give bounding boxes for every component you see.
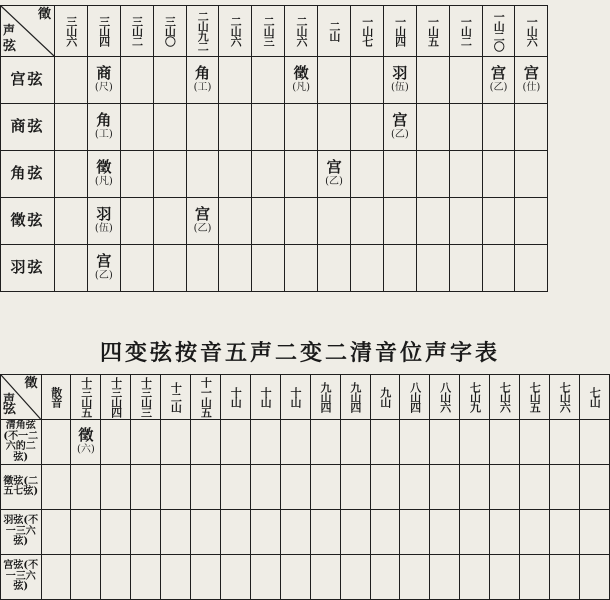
table-cell — [460, 510, 490, 555]
column-header-label: 十山 — [229, 387, 243, 407]
table-cell — [310, 555, 340, 600]
column-header — [250, 375, 280, 420]
table-cell — [252, 245, 285, 292]
column-header — [71, 375, 101, 420]
table-cell — [520, 555, 550, 600]
table-cell — [416, 57, 449, 104]
table-cell — [351, 57, 384, 104]
table-cell — [383, 151, 416, 198]
table-cell — [383, 198, 416, 245]
table-cell — [186, 57, 219, 104]
table-cell — [515, 151, 548, 198]
column-header — [383, 6, 416, 57]
table-cell — [310, 510, 340, 555]
table-cell — [340, 555, 370, 600]
table-cell — [280, 510, 310, 555]
table-cell — [515, 104, 548, 151]
table-cell — [186, 245, 219, 292]
note-name: 徵 — [293, 64, 309, 83]
corner-label-top: 徵 — [37, 7, 51, 22]
column-header — [131, 375, 161, 420]
table-cell — [449, 151, 482, 198]
pitch-syllable: (六) — [77, 444, 95, 456]
bottom-fingering-table — [0, 374, 610, 600]
table-cell — [221, 555, 251, 600]
note-name: 羽 — [96, 205, 112, 224]
table-cell — [430, 465, 460, 510]
table-cell — [515, 57, 548, 104]
table-cell — [219, 151, 252, 198]
table-cell — [383, 57, 416, 104]
column-header — [55, 6, 88, 57]
table-cell — [318, 57, 351, 104]
table-cell — [460, 465, 490, 510]
table-cell — [153, 151, 186, 198]
table-cell — [101, 510, 131, 555]
note-name: 宫 — [96, 252, 112, 271]
table-row — [1, 555, 610, 600]
table-cell — [400, 420, 430, 465]
table-cell — [161, 510, 191, 555]
table-cell — [280, 420, 310, 465]
table-cell — [490, 555, 520, 600]
pitch-syllable: (乙) — [193, 223, 212, 235]
table-cell — [221, 510, 251, 555]
column-header-label: 二山三 — [262, 16, 276, 46]
table-cell — [120, 151, 153, 198]
column-header-label: 一山四 — [393, 16, 407, 46]
corner-label-middle: 声 — [3, 23, 16, 37]
table-cell — [449, 57, 482, 104]
column-header — [87, 6, 120, 57]
table-cell — [370, 555, 400, 600]
column-header-label: 一山七 — [360, 16, 374, 46]
table-cell — [549, 465, 579, 510]
row-label: 徵弦 — [1, 198, 55, 245]
table-cell — [250, 555, 280, 600]
table-cell — [186, 198, 219, 245]
row-label: 宫弦(不一三六弦) — [1, 555, 42, 600]
table-cell — [579, 555, 609, 600]
table-cell — [131, 510, 161, 555]
row-label: 清角弦(不一二六的二弦) — [1, 420, 42, 465]
table-cell — [55, 198, 88, 245]
table-cell — [161, 555, 191, 600]
table-cell — [318, 104, 351, 151]
column-header-label: 二山六 — [294, 16, 308, 46]
table-cell — [87, 104, 120, 151]
table-row — [1, 465, 610, 510]
table-cell — [120, 198, 153, 245]
table-cell — [55, 104, 88, 151]
row-label: 商弦 — [1, 104, 55, 151]
column-header — [449, 6, 482, 57]
column-header-label: 七山 — [588, 387, 602, 407]
table-cell — [351, 245, 384, 292]
table-cell — [252, 57, 285, 104]
column-header — [400, 375, 430, 420]
column-header — [482, 6, 515, 57]
row-label: 羽弦 — [1, 245, 55, 292]
column-header — [430, 375, 460, 420]
table-cell — [370, 465, 400, 510]
table-cell — [579, 465, 609, 510]
pitch-syllable: (伍) — [94, 223, 113, 235]
table-cell — [101, 465, 131, 510]
table-cell — [87, 57, 120, 104]
column-header-label: 三山〇 — [163, 16, 177, 46]
corner-label-middle: 声 — [3, 392, 16, 406]
table-cell — [280, 555, 310, 600]
column-header — [252, 6, 285, 57]
table-cell — [318, 245, 351, 292]
table-cell — [482, 104, 515, 151]
table-cell — [252, 104, 285, 151]
table-cell — [482, 198, 515, 245]
table-cell — [318, 198, 351, 245]
column-header — [219, 6, 252, 57]
note-name: 宫 — [392, 111, 408, 130]
column-header — [490, 375, 520, 420]
table-cell — [416, 245, 449, 292]
table-cell — [460, 420, 490, 465]
note-name: 宫 — [326, 158, 342, 177]
table-cell — [285, 151, 318, 198]
table-row — [1, 420, 610, 465]
corner-label-top: 徵 — [24, 376, 38, 391]
table-cell — [87, 245, 120, 292]
pitch-syllable: (乙) — [390, 129, 409, 141]
column-header-label: 七山六 — [498, 382, 512, 412]
table-cell — [120, 245, 153, 292]
bottom-corner-cell — [1, 375, 42, 420]
column-header — [318, 6, 351, 57]
table-cell — [340, 465, 370, 510]
column-header-label: 一山二 — [459, 16, 473, 46]
note-name: 角 — [195, 64, 211, 83]
table-cell — [318, 151, 351, 198]
table-cell — [400, 555, 430, 600]
table-cell — [71, 555, 101, 600]
table-cell — [400, 465, 430, 510]
column-header — [280, 375, 310, 420]
table-cell — [579, 420, 609, 465]
table-cell — [55, 57, 88, 104]
column-header-label: 散音 — [49, 387, 63, 407]
pitch-syllable: (凡) — [94, 176, 113, 188]
column-header — [549, 375, 579, 420]
table-cell — [383, 245, 416, 292]
column-header-label: 二山九二 — [196, 11, 210, 51]
table-cell — [460, 555, 490, 600]
column-header-label: 九山四 — [318, 382, 332, 412]
column-header — [221, 375, 251, 420]
table-cell — [120, 104, 153, 151]
table-cell — [549, 510, 579, 555]
table-cell — [153, 198, 186, 245]
table-cell — [41, 555, 71, 600]
table-cell — [221, 420, 251, 465]
table-row — [1, 151, 548, 198]
table-cell — [430, 555, 460, 600]
note-name: 徵 — [96, 158, 112, 177]
table-cell — [219, 104, 252, 151]
table-cell — [340, 420, 370, 465]
table-cell — [219, 57, 252, 104]
column-header-label: 十二山 — [169, 382, 183, 412]
column-header-label: 十一山五 — [199, 377, 213, 417]
table-cell — [520, 420, 550, 465]
table-cell — [131, 555, 161, 600]
table-cell — [153, 57, 186, 104]
column-header — [340, 375, 370, 420]
column-header — [101, 375, 131, 420]
table-cell — [280, 465, 310, 510]
column-header-label: 十山 — [259, 387, 273, 407]
table-row — [1, 198, 548, 245]
table-cell — [285, 198, 318, 245]
table-row — [1, 57, 548, 104]
column-header — [186, 6, 219, 57]
table-cell — [351, 151, 384, 198]
column-header-label: 一山二〇 — [492, 11, 506, 51]
row-label: 羽弦(不一三六弦) — [1, 510, 42, 555]
table-cell — [191, 420, 221, 465]
pitch-syllable: (工) — [193, 82, 212, 94]
table-cell — [186, 151, 219, 198]
pitch-syllable: (伍) — [390, 82, 409, 94]
table-cell — [449, 198, 482, 245]
note-name: 宫 — [195, 205, 211, 224]
table-cell — [252, 198, 285, 245]
top-header-row — [1, 6, 548, 57]
table-cell — [351, 104, 384, 151]
table-cell — [285, 57, 318, 104]
column-header — [351, 6, 384, 57]
table-cell — [101, 420, 131, 465]
bottom-header-row — [1, 375, 610, 420]
table-cell — [250, 420, 280, 465]
table-cell — [101, 555, 131, 600]
corner-label-bottom: 弦 — [3, 402, 17, 418]
table-cell — [482, 245, 515, 292]
top-corner-cell — [1, 6, 55, 57]
table-cell — [87, 151, 120, 198]
note-name: 宫 — [523, 64, 539, 83]
table-row — [1, 510, 610, 555]
table-cell — [370, 510, 400, 555]
table-cell — [490, 465, 520, 510]
column-header-label: 三山六 — [64, 16, 78, 46]
column-header-label: 八山六 — [438, 382, 452, 412]
table-row — [1, 245, 548, 292]
column-header — [41, 375, 71, 420]
pitch-syllable: (尺) — [94, 82, 113, 94]
table-cell — [41, 510, 71, 555]
table-cell — [482, 57, 515, 104]
column-header — [579, 375, 609, 420]
row-label: 宫弦 — [1, 57, 55, 104]
column-header-label: 七山五 — [528, 382, 542, 412]
table-cell — [490, 420, 520, 465]
table-cell — [131, 420, 161, 465]
note-name: 角 — [96, 111, 112, 130]
column-header — [161, 375, 191, 420]
column-header-label: 二山 — [327, 21, 341, 41]
table-cell — [55, 245, 88, 292]
column-header-label: 九山四 — [348, 382, 362, 412]
pitch-syllable: (乙) — [489, 82, 508, 94]
corner-label-bottom: 弦 — [3, 39, 17, 55]
table-cell — [153, 104, 186, 151]
column-header-label: 二山六 — [229, 16, 243, 46]
table-cell — [520, 510, 550, 555]
table-cell — [482, 151, 515, 198]
pitch-syllable: (凡) — [292, 82, 311, 94]
table-cell — [191, 555, 221, 600]
column-header — [520, 375, 550, 420]
table-cell — [400, 510, 430, 555]
column-header-label: 三山四 — [97, 16, 111, 46]
column-header-label: 十山 — [289, 387, 303, 407]
table-row — [1, 104, 548, 151]
column-header — [370, 375, 400, 420]
column-header-label: 八山四 — [408, 382, 422, 412]
column-header-label: 七山九 — [468, 382, 482, 412]
table-cell — [285, 245, 318, 292]
table-cell — [515, 245, 548, 292]
column-header-label: 三山二 — [130, 16, 144, 46]
table-cell — [351, 198, 384, 245]
column-header-label: 十三山五 — [79, 377, 93, 417]
table-cell — [161, 465, 191, 510]
table-cell — [71, 510, 101, 555]
table-cell — [41, 465, 71, 510]
column-header — [153, 6, 186, 57]
table-cell — [131, 465, 161, 510]
column-header — [191, 375, 221, 420]
table-cell — [449, 245, 482, 292]
table-cell — [579, 510, 609, 555]
table-cell — [416, 104, 449, 151]
column-header-label: 十三山四 — [109, 377, 123, 417]
column-header-label: 七山六 — [558, 382, 572, 412]
table-cell — [71, 420, 101, 465]
note-name: 宫 — [491, 64, 507, 83]
table-cell — [252, 151, 285, 198]
row-label: 徵弦(二五七弦) — [1, 465, 42, 510]
table-cell — [430, 420, 460, 465]
top-fingering-table — [0, 5, 548, 292]
column-header-label: 十三山三 — [139, 377, 153, 417]
column-header — [416, 6, 449, 57]
table-cell — [416, 198, 449, 245]
table-cell — [219, 198, 252, 245]
pitch-syllable: (乙) — [94, 270, 113, 282]
table-cell — [549, 420, 579, 465]
table-cell — [370, 420, 400, 465]
table-cell — [549, 555, 579, 600]
note-name: 商 — [96, 64, 112, 83]
table-cell — [520, 465, 550, 510]
pitch-syllable: (乙) — [325, 176, 343, 188]
column-header — [285, 6, 318, 57]
table-cell — [191, 510, 221, 555]
column-header — [120, 6, 153, 57]
table-cell — [430, 510, 460, 555]
table-cell — [41, 420, 71, 465]
table-cell — [383, 104, 416, 151]
column-header — [460, 375, 490, 420]
table-cell — [219, 245, 252, 292]
table-cell — [120, 57, 153, 104]
column-header-label: 九山 — [378, 387, 392, 407]
table-cell — [71, 465, 101, 510]
note-name: 羽 — [392, 64, 408, 83]
table-cell — [161, 420, 191, 465]
column-header — [515, 6, 548, 57]
table-cell — [285, 104, 318, 151]
column-header — [310, 375, 340, 420]
table-cell — [191, 465, 221, 510]
table-cell — [490, 510, 520, 555]
pitch-syllable: (工) — [94, 129, 113, 141]
table-title: 四变弦按音五声二变二清音位声字表 — [99, 340, 500, 366]
table-cell — [250, 510, 280, 555]
table-cell — [87, 198, 120, 245]
note-name: 徵 — [78, 426, 94, 445]
pitch-syllable: (仕) — [522, 82, 541, 94]
column-header-label: 一山六 — [525, 16, 539, 46]
table-cell — [340, 510, 370, 555]
table-cell — [55, 151, 88, 198]
table-cell — [310, 420, 340, 465]
table-cell — [186, 104, 219, 151]
table-cell — [449, 104, 482, 151]
table-cell — [416, 151, 449, 198]
row-label: 角弦 — [1, 151, 55, 198]
table-cell — [310, 465, 340, 510]
table-cell — [153, 245, 186, 292]
table-cell — [250, 465, 280, 510]
column-header-label: 一山五 — [426, 16, 440, 46]
table-cell — [515, 198, 548, 245]
table-cell — [221, 465, 251, 510]
